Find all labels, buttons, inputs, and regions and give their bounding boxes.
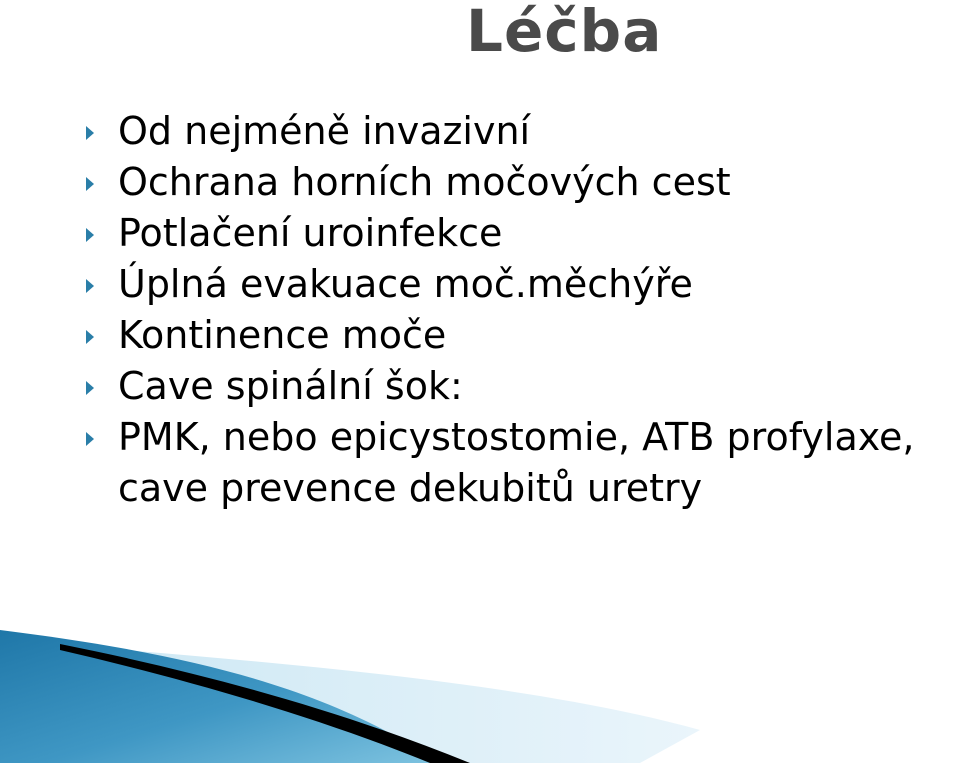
bullet-item xyxy=(0,412,960,514)
bullet-text: Ochrana horních močových cest xyxy=(118,160,731,204)
bullet-text-line-1: PMK, nebo epicystostomie, ATB profylaxe, xyxy=(118,415,915,459)
decorative-wave xyxy=(0,620,960,763)
bullet-item xyxy=(0,361,960,412)
bullet-text: Cave spinální šok: xyxy=(118,364,463,408)
slide-title: Léčba xyxy=(466,0,663,65)
triangle-bullet-icon xyxy=(86,228,94,242)
triangle-bullet-icon xyxy=(86,381,94,395)
bullet-list xyxy=(0,106,960,514)
bullet-item xyxy=(0,310,960,361)
bullet-text-line-2: cave prevence dekubitů uretry xyxy=(118,466,703,510)
bullet-text: Úplná evakuace moč.měchýře xyxy=(118,262,693,306)
triangle-bullet-icon xyxy=(86,177,94,191)
bullet-text: Od nejméně invazivní xyxy=(118,109,531,153)
bullet-text: Kontinence moče xyxy=(118,313,447,357)
triangle-bullet-icon xyxy=(86,330,94,344)
triangle-bullet-icon xyxy=(86,126,94,140)
triangle-bullet-icon xyxy=(86,279,94,293)
bullet-item xyxy=(0,106,960,157)
bullet-item xyxy=(0,259,960,310)
bullet-text: Potlačení uroinfekce xyxy=(118,211,503,255)
bullet-item xyxy=(0,208,960,259)
triangle-bullet-icon xyxy=(86,432,94,446)
bullet-item xyxy=(0,157,960,208)
